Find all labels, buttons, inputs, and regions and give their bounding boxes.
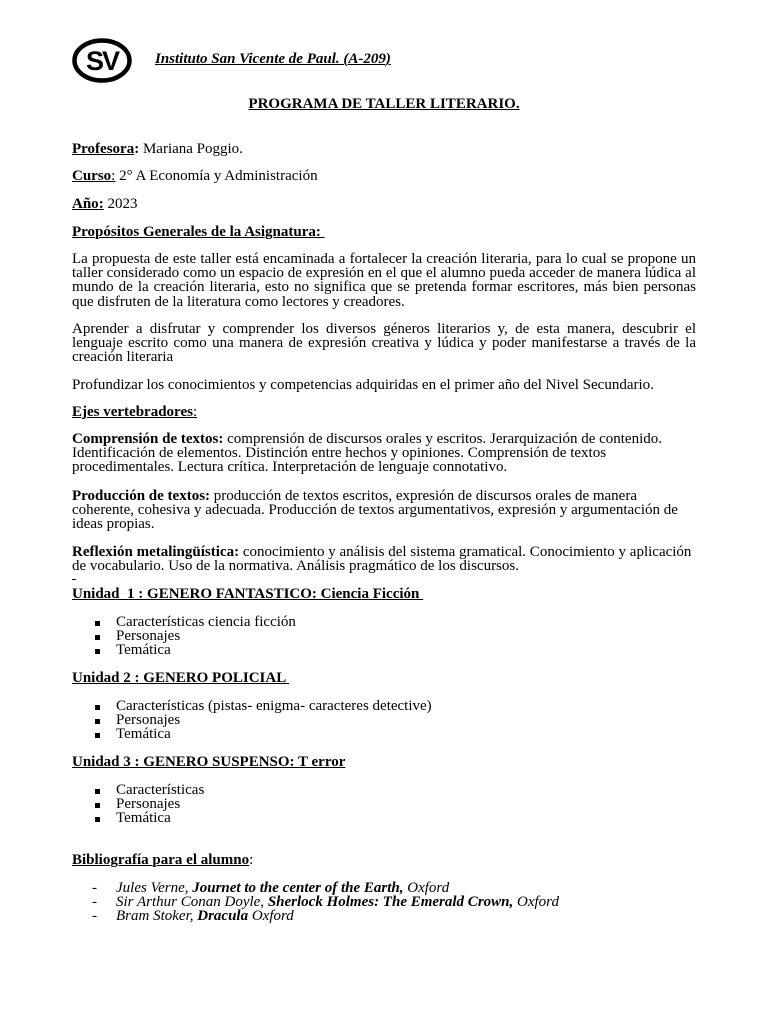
axis-line: Identificación de elementos. Distinción entre hechos y opiniones. Comprensión de textos: [72, 445, 607, 462]
axis-label: Comprensión de textos:: [72, 431, 224, 447]
list-item: [95, 629, 695, 643]
axis-item: [72, 432, 696, 475]
bibliography-list: [92, 881, 692, 924]
year-value: 2023: [107, 196, 138, 212]
purpose-paragraph: [72, 252, 696, 309]
entry-title: Journet to the center of the Earth,: [192, 880, 404, 896]
list-item-text: Características: [116, 782, 205, 798]
unit-heading: Unidad 2 : GENERO POLICIAL: [72, 670, 290, 686]
list-item: [95, 811, 695, 825]
entry-author: Sir Arthur Conan Doyle,: [116, 894, 265, 911]
course-sep: :: [111, 168, 116, 184]
course-row: [72, 169, 696, 183]
axes-heading-sep: :: [192, 404, 198, 420]
purpose-paragraph: [72, 322, 696, 365]
square-bullet-icon: [95, 733, 100, 738]
purposes-heading-row: [72, 225, 696, 239]
paragraph-line: lenguaje escrito como una manera de expresión creativa y lúdica y poder manifestarse a través de la: [72, 335, 696, 352]
list-item: [95, 727, 695, 741]
unit-heading-row: [72, 755, 696, 769]
axis-text: producción de textos escritos, expresión de discursos orales de manera: [213, 488, 637, 504]
list-item: [95, 643, 695, 657]
axis-line: de vocabulario. Uso de la normativa. Análisis pragmático de los discursos.: [72, 558, 519, 575]
square-bullet-icon: [95, 635, 100, 640]
list-item-text: Temática: [116, 642, 171, 659]
square-bullet-icon: [95, 789, 100, 794]
paragraph-line: creación literaria: [72, 349, 174, 366]
teacher-row: [72, 142, 696, 156]
list-item-text: Temática: [116, 810, 171, 827]
axis-text: conocimiento y análisis del sistema gramatical. Conocimiento y aplicación: [242, 544, 692, 560]
teacher-sep: :: [134, 141, 140, 157]
entry-title: Sherlock Holmes: The Emerald Crown,: [267, 894, 514, 911]
paragraph-line: taller considerado como un espacio de expresión en el que el alumno pueda acceder de manera lúdica al: [72, 265, 696, 282]
axis-line: ideas propias.: [72, 516, 155, 533]
axis-label: Producción de textos:: [72, 488, 211, 504]
logo-monogram: SV: [85, 46, 119, 76]
paragraph-line: Aprender a disfrutar y comprender los diversos géneros literarios y, de esta manera, descubrir el: [72, 321, 696, 337]
entry-author: Bram Stoker,: [116, 908, 194, 925]
unit-topic-list: [95, 699, 695, 742]
unit-topic-list: [95, 783, 695, 826]
list-item: [95, 713, 695, 727]
list-dash: -: [92, 908, 97, 925]
unit-heading-row: [72, 671, 696, 685]
list-item: [95, 783, 695, 797]
unit-topic-list: [95, 615, 695, 658]
year-row: [72, 197, 696, 211]
list-item-text: Características ciencia ficción: [116, 614, 296, 630]
bibliography-entry: [92, 895, 692, 909]
square-bullet-icon: [95, 817, 100, 822]
list-item-text: Características (pistas- enigma- caracteres detective): [116, 698, 432, 714]
purpose-paragraph: [72, 378, 696, 392]
list-item-text: Personajes: [116, 796, 181, 813]
square-bullet-icon: [95, 705, 100, 710]
axes-heading-row: [72, 405, 696, 419]
year-label: Año: [72, 196, 99, 212]
institution-logo: [72, 38, 132, 83]
list-item-text: Personajes: [116, 712, 181, 729]
course-label: Curso: [72, 168, 112, 184]
axis-text: comprensión de discursos orales y escritos. Jerarquización de contenido.: [227, 431, 663, 447]
teacher-label: Profesora: [72, 141, 135, 157]
unit-heading-row: [72, 587, 696, 601]
institution-name: Instituto San Vicente de Paul. (A-209): [155, 51, 391, 67]
paragraph-line: mundo de la creación literaria, esto no significa que se pretenda formar escritores, más bien personas: [72, 279, 696, 296]
list-dash: -: [92, 880, 97, 896]
paragraph-line: que disfruten de la literatura como lectores y creadores.: [72, 293, 405, 310]
entry-author: Jules Verne,: [116, 880, 189, 896]
square-bullet-icon: [95, 803, 100, 808]
axis-line: [72, 545, 696, 559]
entry-publisher: Oxford: [407, 880, 450, 896]
axis-line: coherente, cohesiva y adecuada. Producción de textos argumentativos, expresión y argumentación de: [72, 502, 678, 519]
axis-line: [72, 489, 696, 503]
bibliography-heading-row: [72, 853, 696, 867]
page-title: PROGRAMA DE TALLER LITERARIO.: [248, 96, 520, 112]
entry-title: Dracula: [197, 908, 249, 925]
bibliography-heading: Bibliografía para el alumno: [72, 852, 250, 868]
entry-publisher: Oxford: [251, 908, 294, 925]
list-item-text: Personajes: [116, 628, 181, 645]
square-bullet-icon: [95, 719, 100, 724]
list-dash: -: [92, 894, 97, 911]
stray-underline-mark: [72, 579, 76, 580]
year-sep: :: [98, 196, 104, 212]
axis-item: [72, 545, 696, 573]
bibliography-heading-sep: :: [249, 852, 254, 868]
page-title-wrap: [0, 97, 768, 111]
purposes-heading: Propósitos Generales de la Asignatura:: [72, 224, 325, 240]
paragraph-line: La propuesta de este taller está encaminada a fortalecer la creación literaria, para lo cual se propone un: [72, 251, 696, 267]
bibliography-entry: [92, 909, 692, 923]
unit-heading: Unidad 1 : GENERO FANTASTICO: Ciencia Ficción: [72, 586, 424, 602]
list-item: [95, 797, 695, 811]
list-item-text: Temática: [116, 726, 171, 743]
course-value: 2° A Economía y Administración: [119, 168, 318, 184]
list-item: [95, 615, 695, 629]
bibliography-entry: [92, 881, 692, 895]
axis-line: [72, 432, 696, 446]
sv-logo-icon: [72, 38, 132, 83]
entry-publisher: Oxford: [517, 894, 559, 911]
square-bullet-icon: [95, 649, 100, 654]
axis-item: [72, 489, 696, 532]
paragraph-line: Profundizar los conocimientos y competencias adquiridas en el primer año del Nivel Secundario.: [72, 377, 654, 393]
unit-heading: Unidad 3 : GENERO SUSPENSO: T error: [72, 754, 346, 770]
axes-heading: Ejes vertebradores: [72, 404, 193, 420]
axis-label: Reflexión metalingüística:: [72, 544, 240, 560]
axis-line: procedimentales. Lectura crítica. Interpretación de lenguaje connotativo.: [72, 459, 508, 476]
square-bullet-icon: [95, 621, 100, 626]
list-item: [95, 699, 695, 713]
teacher-value: Mariana Poggio.: [142, 141, 243, 157]
